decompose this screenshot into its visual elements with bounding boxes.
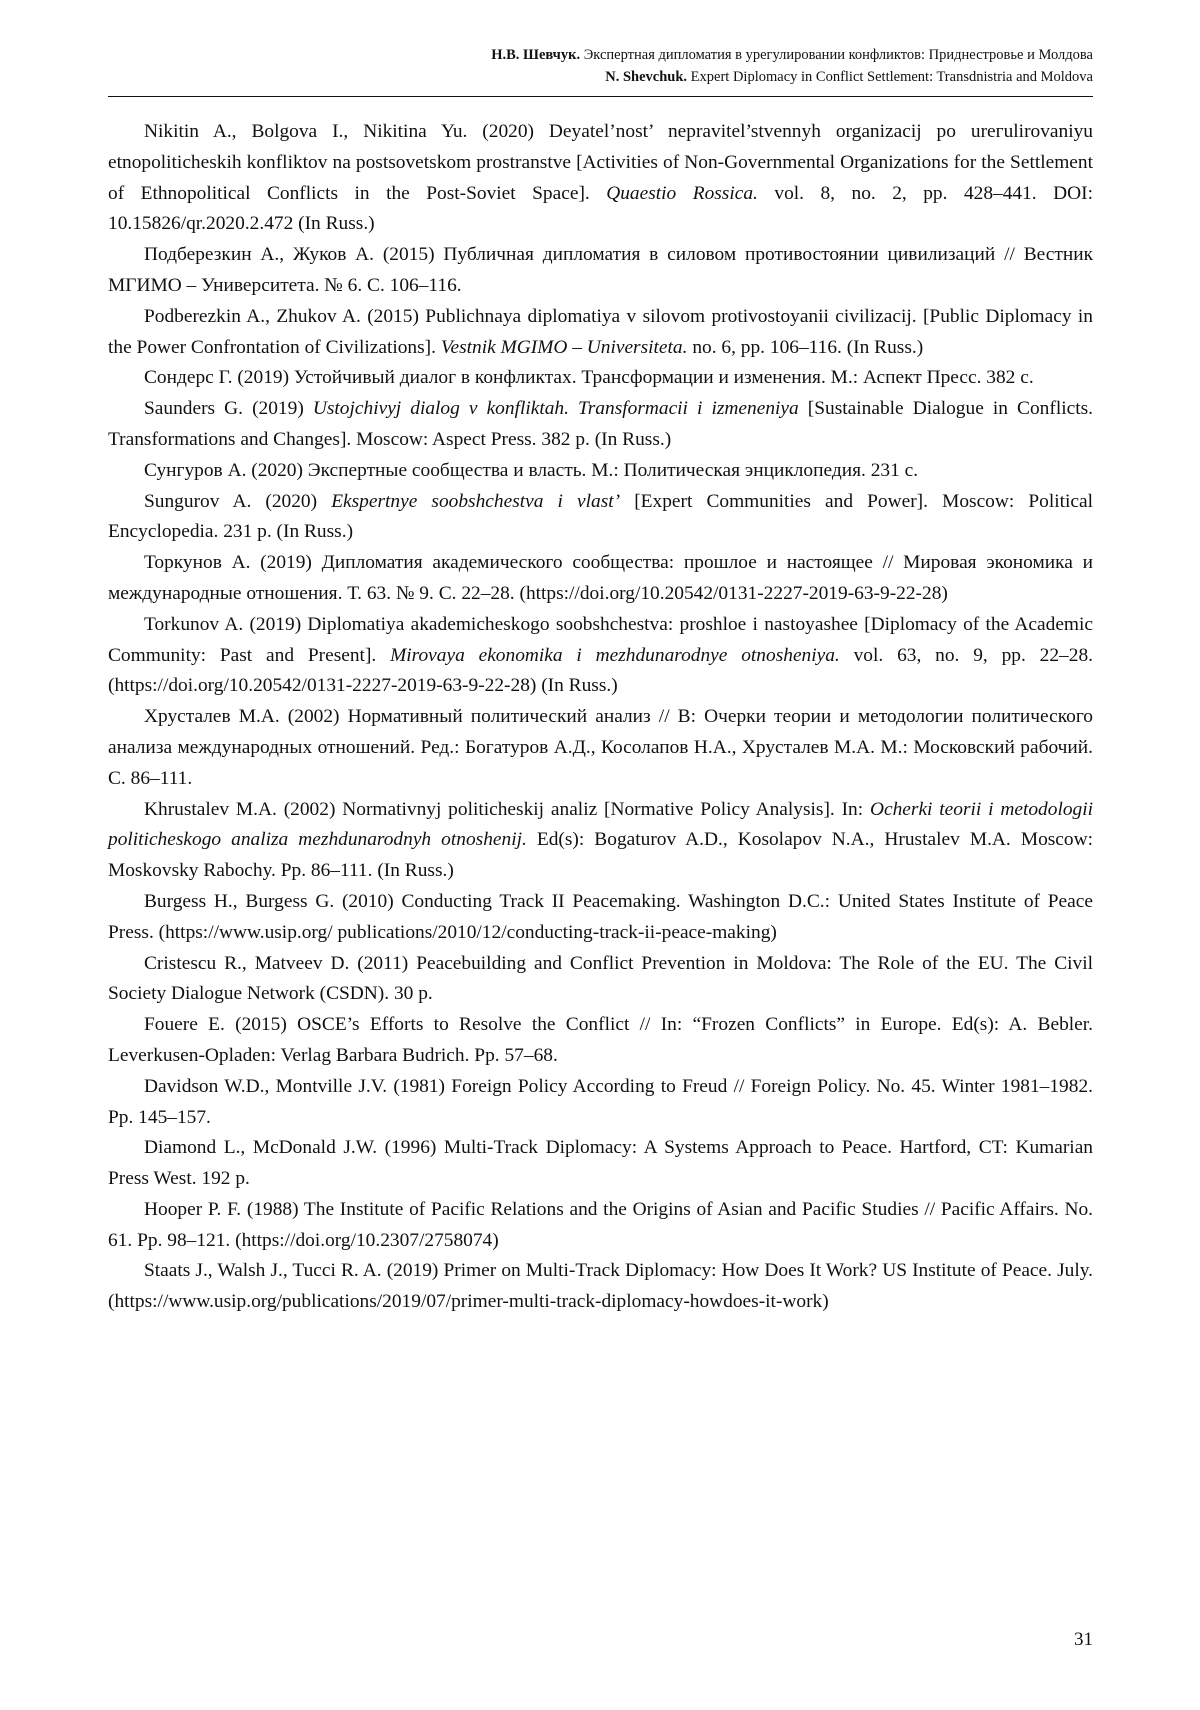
running-head-author-en: N. Shevchuk. bbox=[605, 69, 688, 85]
reference-entry: Torkunov A. (2019) Diplomatiya akademicheskogo soobshchestva: proshloe i nastoyashee [Diplomacy of the Academic Community: Past and Present]. Mirovaya ekonomika i mezhdunarodnye otnosheniya. vol. 63, no. 9, pp. 22–28. (https://doi.org/10.20542/0131-2227-2019-63-9-22-28) (In Russ.) bbox=[108, 613, 1093, 697]
reference-entry: Burgess H., Burgess G. (2010) Conducting Track II Peacemaking. Washington D.C.: United States Institute of Peace Press. (https://www.usip.org/ publications/2010/12/conducting-track-ii-peace-making) bbox=[108, 890, 1093, 943]
running-head-title-en: Expert Diplomacy in Conflict Settlement: Transdnistria and Moldova bbox=[687, 69, 1093, 85]
running-head bbox=[108, 44, 1093, 97]
running-head-title-ru: Экспертная дипломатия в урегулировании конфликтов: Приднестровье и Молдова bbox=[580, 47, 1093, 63]
reference-entry: Сондерс Г. (2019) Устойчивый диалог в конфликтах. Трансформации и изменения. М.: Аспект Пресс. 382 с. bbox=[144, 367, 1034, 389]
reference-entry: Saunders G. (2019) Ustojchivyj dialog v konfliktah. Transformacii i izmeneniya [Sustainable Dialogue in Conflicts. Transformations and Changes]. Moscow: Aspect Press. 382 p. (In Russ.) bbox=[108, 398, 1093, 450]
reference-entry: Khrustalev M.A. (2002) Normativnyj politicheskij analiz [Normative Policy Analysis]. In: Ocherki teorii i metodologii politicheskogo analiza mezhdunarodnyh otnoshenij. Ed(s): Bogaturov A.D., Kosolapov N.A., Hrustalev M.A. Moscow: Moskovsky Rabochy. Pp. 86–111. (In Russ.) bbox=[108, 798, 1094, 882]
reference-entry: Хрусталев М.А. (2002) Нормативный политический анализ // В: Очерки теории и методологии политического анализа международных отношений. Ред.: Богатуров А.Д., Косолапов Н.А., Хрусталев М.А. М.: Московский рабочий. С. 86–111. bbox=[108, 706, 1093, 789]
reference-entry: Cristescu R., Matveev D. (2011) Peacebuilding and Conflict Prevention in Moldova: The Role of the EU. The Civil Society Dialogue Network (CSDN). 30 p. bbox=[108, 952, 1093, 1005]
reference-entry: Hooper P. F. (1988) The Institute of Pacific Relations and the Origins of Asian and Pacific Studies // Pacific Affairs. No. 61. Pp. 98–121. (https://doi.org/10.2307/2758074) bbox=[108, 1198, 1093, 1251]
reference-entry: Staats J., Walsh J., Tucci R. A. (2019) Primer on Multi-Track Diplomacy: How Does It Work? US Institute of Peace. July. (https://www.usip.org/publications/2019/07/primer-multi-track-diplomacy-howdoes-it-work) bbox=[108, 1260, 1093, 1313]
reference-entry: Sungurov A. (2020) Ekspertnye soobshchestva i vlast’ [Expert Communities and Power]. Moscow: Political Encyclopedia. 231 p. (In Russ.) bbox=[108, 490, 1093, 543]
reference-entry: Davidson W.D., Montville J.V. (1981) Foreign Policy According to Freud // Foreign Policy. No. 45. Winter 1981–1982. Pp. 145–157. bbox=[108, 1075, 1093, 1128]
page-number: 31 bbox=[1074, 1629, 1093, 1650]
reference-entry: Торкунов А. (2019) Дипломатия академического сообщества: прошлое и настоящее // Мировая экономика и международные отношения. Т. 63. № 9. С. 22–28. (https://doi.org/10.20542/0131-2227-2019-63-9-22-28) bbox=[108, 552, 1093, 604]
reference-list bbox=[108, 117, 1093, 1318]
running-head-russian bbox=[108, 44, 1093, 66]
reference-entry: Nikitin A., Bolgova I., Nikitina Yu. (2020) Deyatel’nost’ nepravitel’stvennyh organizacij po urегulirovaniyu etnopoliticheskih konfliktov na postsovetskom prostranstve [Activities of Non-Governmental Organizations for the Settlement of Ethnopolitical Conflicts in the Post-Soviet Space]. Quaestio Rossica. vol. 8, no. 2, pp. 428–441. DOI: 10.15826/qr.2020.2.472 (In Russ.) bbox=[108, 121, 1093, 235]
reference-entry: Podberezkin A., Zhukov A. (2015) Publichnaya diplomatiya v silovom protivostoyanii civilizacij. [Public Diplomacy in the Power Confrontation of Civilizations]. Vestnik MGIMO – Universiteta. no. 6, pp. 106–116. (In Russ.) bbox=[108, 305, 1093, 358]
running-head-author-ru: Н.В. Шевчук. bbox=[491, 47, 581, 63]
reference-entry: Diamond L., McDonald J.W. (1996) Multi-Track Diplomacy: A Systems Approach to Peace. Hartford, CT: Kumarian Press West. 192 p. bbox=[108, 1137, 1093, 1190]
reference-entry: Сунгуров А. (2020) Экспертные сообщества и власть. М.: Политическая энциклопедия. 231 с. bbox=[144, 459, 919, 481]
reference-entry: Fouere E. (2015) OSCE’s Efforts to Resolve the Conflict // In: “Frozen Conflicts” in Europe. Ed(s): A. Bebler. Leverkusen-Opladen: Verlag Barbara Budrich. Pp. 57–68. bbox=[108, 1014, 1093, 1066]
reference-entry: Подберезкин А., Жуков А. (2015) Публичная дипломатия в силовом противостоянии цивилизаций // Вестник МГИМО – Университета. № 6. С. 106–116. bbox=[108, 244, 1093, 296]
running-head-english bbox=[108, 66, 1093, 88]
page bbox=[108, 44, 1093, 1664]
